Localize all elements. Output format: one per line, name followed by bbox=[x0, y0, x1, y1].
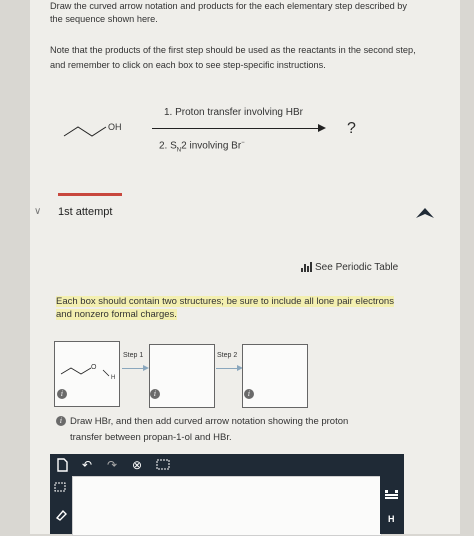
step-1-box[interactable] bbox=[149, 344, 215, 408]
step2-suffix: 2 involving Br bbox=[181, 140, 242, 152]
element-bar bbox=[380, 476, 404, 534]
reactant-info-icon[interactable]: i bbox=[57, 389, 67, 399]
document-icon[interactable] bbox=[56, 458, 68, 472]
box-hydrogen-label: H bbox=[111, 375, 116, 381]
periodic-grid-icon[interactable] bbox=[385, 490, 399, 500]
select-tool-icon[interactable] bbox=[54, 482, 68, 494]
step-2-box[interactable] bbox=[242, 344, 308, 408]
undo-icon[interactable]: ↶ bbox=[82, 458, 93, 472]
box-oxygen-label: O bbox=[91, 364, 97, 371]
redo-icon[interactable]: ↷ bbox=[107, 458, 118, 472]
step-1-label: Step 1 bbox=[123, 352, 144, 359]
drawing-toolbar bbox=[50, 454, 404, 476]
periodic-table-link[interactable]: See Periodic Table bbox=[315, 262, 399, 273]
step2-prefix: 2. S bbox=[159, 140, 177, 152]
reactant-oh-label: OH bbox=[108, 122, 122, 132]
eraser-icon[interactable] bbox=[54, 508, 68, 522]
step-2-label: Step 2 bbox=[217, 352, 238, 359]
collapse-chevron-icon[interactable]: ∨ bbox=[34, 206, 42, 217]
instruction-line-2: the sequence shown here. bbox=[50, 14, 158, 24]
step-1-arrow bbox=[122, 368, 146, 369]
hydrogen-button[interactable]: H bbox=[388, 514, 395, 524]
step-2-info-icon[interactable]: i bbox=[244, 389, 254, 399]
instruction-detail-1: Draw HBr, and then add curved arrow notation showing the proton bbox=[70, 416, 349, 427]
bar-chart-icon bbox=[301, 262, 313, 272]
instruction-line-1: Draw the curved arrow notation and products for the each elementary step described by bbox=[50, 1, 407, 11]
product-unknown: ? bbox=[347, 120, 356, 137]
reaction-arrow bbox=[152, 128, 320, 129]
note-line-2: and remember to click on each box to see step-specific instructions. bbox=[50, 60, 326, 70]
hint-line-2 bbox=[56, 309, 177, 321]
reaction-step-2 bbox=[159, 137, 245, 156]
hint-line-1-text: Each box should contain two structures; be sure to include all lone pair electrons bbox=[56, 296, 394, 307]
bookmark-arrow-icon[interactable] bbox=[414, 206, 436, 220]
reaction-arrow-head bbox=[318, 124, 326, 132]
tool-sidebar bbox=[50, 476, 72, 534]
instruction-detail-2: transfer between propan-1-ol and HBr. bbox=[70, 432, 232, 443]
drawing-canvas[interactable] bbox=[72, 476, 382, 536]
attempt-title: 1st attempt bbox=[58, 206, 113, 218]
hint-line-2-text: and nonzero formal charges. bbox=[56, 309, 177, 320]
step2-subscript: N bbox=[176, 147, 182, 154]
note-line-1: Note that the products of the first step should be used as the reactants in the second step, bbox=[50, 45, 416, 55]
hint-line-1 bbox=[56, 296, 394, 308]
attempt-divider bbox=[58, 193, 122, 196]
step-1-info-icon[interactable]: i bbox=[150, 389, 160, 399]
reaction-step-1: 1. Proton transfer involving HBr bbox=[164, 107, 303, 118]
step-2-arrow bbox=[216, 368, 240, 369]
template-icon[interactable] bbox=[156, 458, 172, 472]
instruction-info-icon: i bbox=[56, 416, 66, 426]
step2-superscript: − bbox=[241, 140, 245, 146]
clear-icon[interactable]: ⊗ bbox=[132, 458, 143, 472]
propanol-drawing bbox=[59, 362, 116, 386]
